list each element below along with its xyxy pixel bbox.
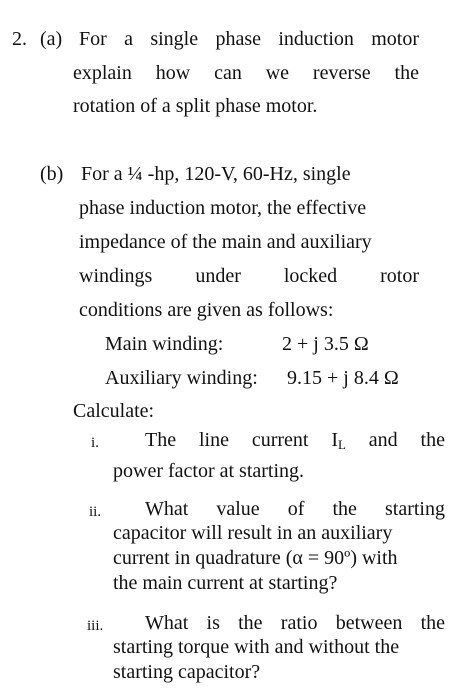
item-i-line-2: power factor at starting. [113, 460, 305, 482]
part-a-line-2: explain how can we reverse the [73, 62, 419, 84]
part-a-label: (a) [40, 28, 63, 50]
question-number: 2. [12, 28, 27, 50]
item-iii-line-3: starting capacitor? [113, 661, 261, 683]
part-b-line-3: impedance of the main and auxiliary [79, 231, 372, 253]
part-b-line-5: conditions are given as follows: [79, 299, 334, 321]
part-b-line-4: windings under locked rotor [79, 265, 419, 287]
item-i-line-1: The line current $I_L$ and the [145, 428, 445, 457]
part-a-line-3: rotation of a split phase motor. [73, 95, 318, 117]
item-ii-line-3: current in quadrature (α = 90º) with [113, 547, 398, 569]
line-current-symbol: $I_L$ [331, 429, 346, 452]
calculate-heading: Calculate: [73, 400, 155, 422]
item-i-numeral: i. [91, 435, 99, 451]
item-ii-line-4: the main current at starting? [113, 572, 338, 594]
main-winding-label: Main winding: [105, 333, 224, 355]
item-ii-numeral: ii. [89, 504, 102, 520]
part-b-line-2: phase induction motor, the effective [79, 197, 367, 219]
item-iii-line-2: starting torque with and without the [113, 636, 400, 658]
aux-winding-value: 9.15 + j 8.4 Ω [287, 367, 399, 389]
item-iii-numeral: iii. [87, 618, 104, 634]
item-ii-line-2: capacitor will result in an auxiliary [113, 522, 393, 544]
item-ii-line-1: What value of the starting [145, 498, 445, 520]
item-iii-line-1: What is the ratio between the [145, 612, 445, 634]
part-b-line-1: For a ¼ -hp, 120-V, 60-Hz, single [81, 163, 351, 185]
part-a-line-1: For a single phase induction motor [79, 28, 419, 50]
part-b-label: (b) [40, 163, 64, 185]
aux-winding-label: Auxiliary winding: [105, 367, 258, 389]
main-winding-value: 2 + j 3.5 Ω [282, 333, 369, 355]
